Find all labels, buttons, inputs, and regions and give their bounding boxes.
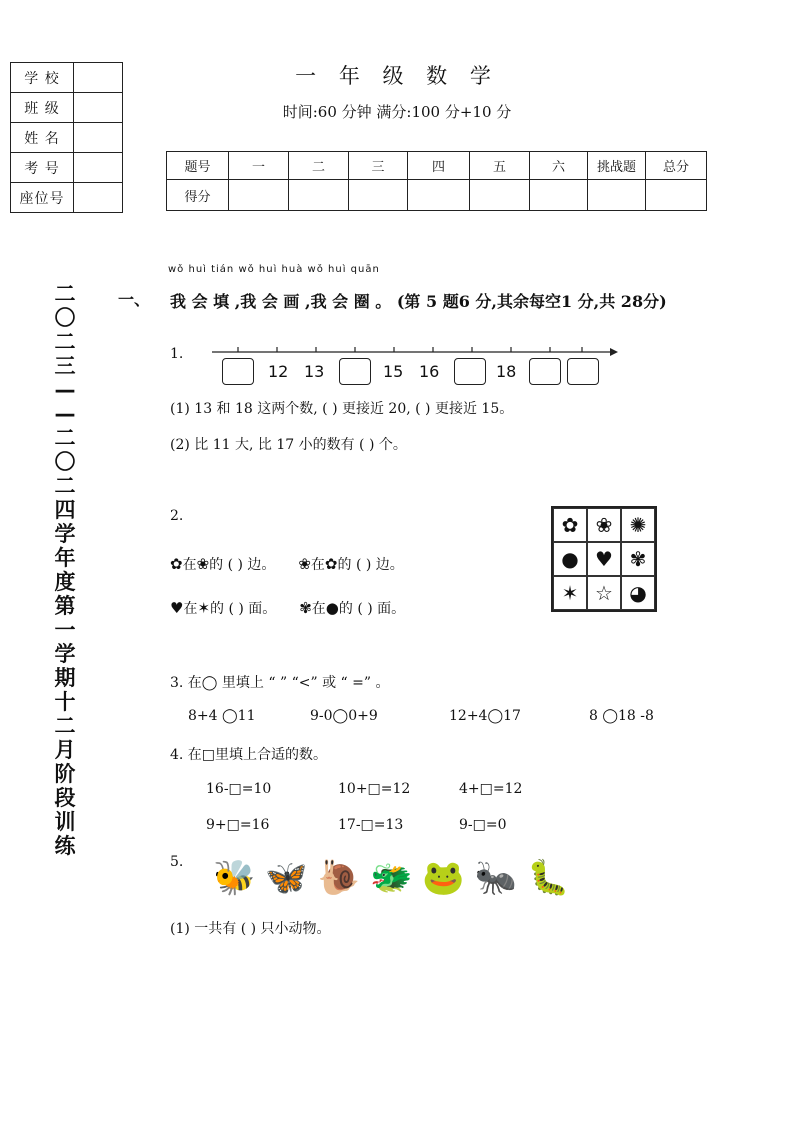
score-header: 二: [289, 152, 349, 180]
section-heading: 我 会 填 ,我 会 画 ,我 会 圈 。 (第 5 题6 分,其余每空1 分,共 28分): [170, 292, 667, 311]
compare-item: 9-0◯0+9: [310, 708, 378, 724]
score-cell[interactable]: [588, 180, 646, 211]
vertical-title-char: 二: [54, 714, 76, 738]
number-label: 15: [383, 362, 404, 381]
crab-icon: ☆: [587, 576, 621, 610]
vertical-title-char: 二: [54, 426, 76, 450]
animals-row: 🐝🦋🐌🐲🐸🐜🐛: [213, 858, 580, 898]
info-label: 班 级: [11, 93, 74, 123]
vertical-title-char: 二: [54, 330, 76, 354]
equation: 4+□=12: [459, 781, 523, 797]
compare-item: 8+4 ◯11: [188, 708, 256, 724]
score-header: 总分: [646, 152, 707, 180]
picture-grid: [551, 506, 657, 612]
vertical-title-char: 度: [54, 570, 76, 594]
compare-item: 12+4◯17: [449, 708, 521, 724]
question-label: 2.: [170, 508, 184, 524]
page-subtitle: 时间:60 分钟 满分:100 分+10 分: [282, 103, 512, 121]
info-blank[interactable]: [74, 183, 123, 213]
strawberry-icon: ♥: [170, 599, 184, 617]
vertical-title-char: 学: [54, 522, 76, 546]
score-table: [166, 151, 707, 211]
info-blank[interactable]: [74, 123, 123, 153]
strawberry-icon: ♥: [587, 542, 621, 576]
fish-icon: ◕: [621, 576, 655, 610]
answer-box[interactable]: [222, 358, 254, 385]
vertical-title-char: —: [54, 378, 76, 402]
vertical-title-char: 三: [54, 354, 76, 378]
apple-icon: ●: [553, 542, 587, 576]
vertical-title-char: 二: [54, 474, 76, 498]
score-header-row: [167, 152, 707, 180]
score-cell[interactable]: [530, 180, 588, 211]
score-row-label: 得分: [167, 180, 229, 211]
info-label: 考 号: [11, 153, 74, 183]
equation: 9-□=0: [459, 817, 507, 833]
apple-icon: ●: [325, 599, 339, 617]
score-cell[interactable]: [349, 180, 408, 211]
answer-box[interactable]: [567, 358, 599, 385]
number-label: 18: [496, 362, 517, 381]
score-row: [167, 180, 707, 211]
vertical-title-char: 〇: [54, 306, 76, 330]
flower-icon: ✿: [324, 555, 338, 573]
vertical-title-char: 训: [54, 810, 76, 834]
answer-box[interactable]: [454, 358, 486, 385]
question-text: 4. 在□里填上合适的数。: [170, 747, 328, 763]
info-label: 座位号: [11, 183, 74, 213]
answer-box[interactable]: [339, 358, 371, 385]
score-cell[interactable]: [470, 180, 530, 211]
vertical-title-char: 阶: [54, 762, 76, 786]
question-label: 1.: [170, 346, 184, 362]
vertical-title-char: 期: [54, 666, 76, 690]
vertical-title-char: 学: [54, 642, 76, 666]
equation: 16-□=10: [206, 781, 272, 797]
shrimp-icon: ✾: [299, 599, 312, 617]
info-blank[interactable]: [74, 153, 123, 183]
score-cell[interactable]: [229, 180, 289, 211]
rose-icon: ❀: [196, 555, 210, 573]
vertical-title-char: 〇: [54, 450, 76, 474]
score-cell[interactable]: [646, 180, 707, 211]
question-text: (1) 一共有 ( ) 只小动物。: [170, 921, 331, 937]
section-number: 一、: [118, 290, 151, 309]
vertical-title-char: 练: [54, 834, 76, 858]
question-text: (2) 比 11 大, 比 17 小的数有 ( ) 个。: [170, 437, 407, 453]
page-title: 一 年 级 数 学: [295, 64, 499, 88]
question-line: ♥在✶的 ( ) 面。 ✾在●的 ( ) 面。: [170, 599, 406, 617]
vertical-title-char: 十: [54, 690, 76, 714]
vertical-title-char: 一: [54, 618, 76, 642]
question-text: (1) 13 和 18 这两个数, ( ) 更接近 20, ( ) 更接近 15。: [170, 401, 514, 417]
vertical-title-char: 第: [54, 594, 76, 618]
info-label: 学 校: [11, 63, 74, 93]
flower-icon: ✿: [170, 555, 183, 573]
score-header: 五: [470, 152, 530, 180]
number-label: 16: [419, 362, 440, 381]
vertical-title-char: 段: [54, 786, 76, 810]
rose-icon: ❀: [298, 555, 311, 573]
vertical-title-char: 四: [54, 498, 76, 522]
pineapple-icon: ✾: [621, 542, 655, 576]
number-line: [210, 343, 620, 357]
question-text: 3. 在◯ 里填上 “ ” “<” 或 “ =” 。: [170, 675, 390, 691]
shrimp-icon: ✶: [553, 576, 587, 610]
score-header: 六: [530, 152, 588, 180]
compare-item: 8 ◯18 -8: [589, 708, 654, 724]
section-pinyin: wǒ huì tián wǒ huì huà wǒ huì quān: [168, 264, 380, 275]
score-cell[interactable]: [289, 180, 349, 211]
number-label: 13: [304, 362, 325, 381]
vertical-title-char: 二: [54, 282, 76, 306]
vertical-title-char: —: [54, 402, 76, 426]
vertical-title: [52, 282, 78, 858]
score-header: 四: [408, 152, 470, 180]
vertical-title-char: 月: [54, 738, 76, 762]
equation: 17-□=13: [338, 817, 404, 833]
score-cell[interactable]: [408, 180, 470, 211]
score-header: 一: [229, 152, 289, 180]
question-label: 5.: [170, 854, 184, 870]
rose-icon: ❀: [587, 508, 621, 542]
info-label: 姓 名: [11, 123, 74, 153]
score-header: 题号: [167, 152, 229, 180]
number-label: 12: [268, 362, 289, 381]
equation: 10+□=12: [338, 781, 411, 797]
equation: 9+□=16: [206, 817, 270, 833]
crab-icon: ✶: [197, 599, 211, 617]
answer-box[interactable]: [529, 358, 561, 385]
vertical-title-char: 年: [54, 546, 76, 570]
flower-icon: ✿: [553, 508, 587, 542]
sunflower-icon: ✺: [621, 508, 655, 542]
question-line: ✿在❀的 ( ) 边。 ❀在✿的 ( ) 边。: [170, 555, 404, 573]
score-header: 挑战题: [588, 152, 646, 180]
score-header: 三: [349, 152, 408, 180]
